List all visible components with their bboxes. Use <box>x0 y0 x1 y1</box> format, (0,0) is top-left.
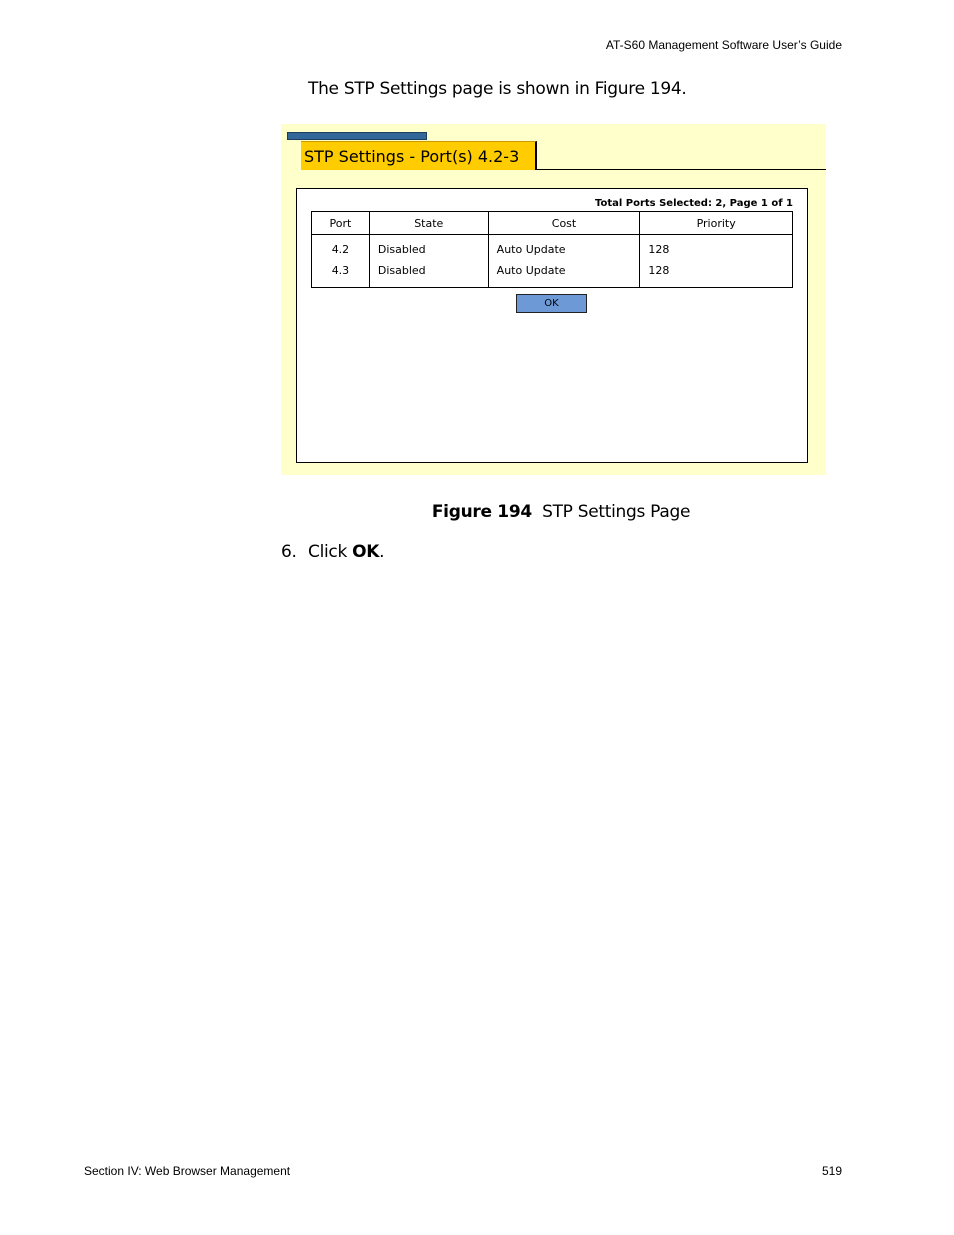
figure-title: STP Settings Page <box>542 502 691 522</box>
settings-panel <box>296 188 808 463</box>
port-cell: 4.3 <box>312 260 370 288</box>
footer-section: Section IV: Web Browser Management <box>84 1164 291 1178</box>
step-action: OK <box>352 542 380 562</box>
state-cell: Disabled <box>369 260 488 288</box>
table-row <box>312 260 793 288</box>
column-header-port: Port <box>312 212 370 235</box>
column-header-cost: Cost <box>488 212 640 235</box>
priority-cell: 128 <box>640 260 793 288</box>
state-cell: Disabled <box>369 235 488 261</box>
figure-caption <box>0 502 954 522</box>
stp-port-table <box>311 211 793 288</box>
step-instruction <box>281 542 384 562</box>
cost-cell: Auto Update <box>488 235 640 261</box>
step-number: 6. <box>281 542 297 562</box>
step-suffix: . <box>379 542 385 562</box>
figure-label: Figure 194 <box>431 502 532 522</box>
cost-cell: Auto Update <box>488 260 640 288</box>
priority-cell: 128 <box>640 235 793 261</box>
tab-strip <box>287 132 427 140</box>
table-row <box>312 235 793 261</box>
intro-paragraph: The STP Settings page is shown in Figure 194. <box>308 79 687 99</box>
table-header-row <box>312 212 793 235</box>
ok-button[interactable]: OK <box>516 294 587 313</box>
step-prefix: Click <box>308 542 353 562</box>
stp-settings-screenshot <box>281 124 826 475</box>
total-ports-selected: Total Ports Selected: 2, Page 1 of 1 <box>594 198 793 209</box>
port-cell: 4.2 <box>312 235 370 261</box>
running-header: AT-S60 Management Software User’s Guide <box>605 38 842 52</box>
page-number: 519 <box>821 1164 842 1178</box>
page-title: STP Settings - Port(s) 4.2-3 <box>301 141 537 170</box>
title-underline <box>537 169 826 170</box>
column-header-priority: Priority <box>640 212 793 235</box>
column-header-state: State <box>369 212 488 235</box>
